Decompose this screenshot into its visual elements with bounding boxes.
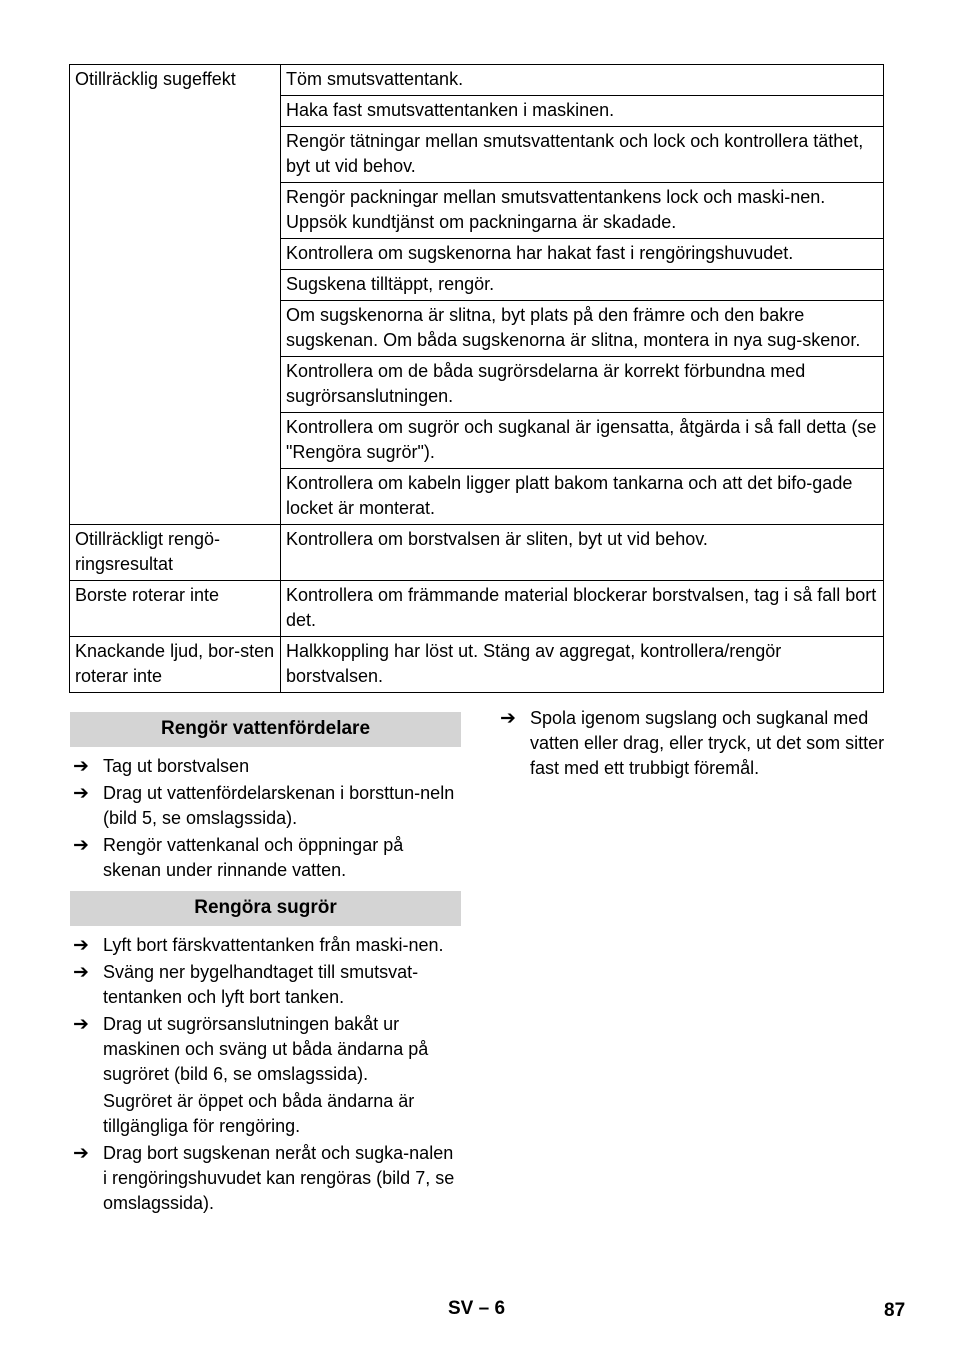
list-item: ➔ Lyft bort färskvattentanken från maski-nen. <box>73 935 444 956</box>
problem-cell: Otillräcklig sugeffekt <box>70 65 281 525</box>
problem-cell: Otillräckligt rengö-ringsresultat <box>70 525 281 581</box>
remedy-cell: Kontrollera om de båda sugrörsdelarna är korrekt förbundna med sugrörsanslutningen. <box>281 357 884 413</box>
remedy-cell: Kontrollera om kabeln ligger platt bakom tankarna och att det bifo-gade locket är monterat. <box>281 469 884 525</box>
remedy-cell: Sugskena tilltäppt, rengör. <box>281 270 884 301</box>
problem-cell: Borste roterar inte <box>70 581 281 637</box>
list-item: ➔ Spola igenom sugslang och sugkanal med vatten eller drag, eller tryck, ut det som sitter fast med ett trubbigt föremål. <box>500 708 885 778</box>
list-item: ➔ Drag ut sugrörsanslutningen bakåt ur maskinen och sväng ut båda ändarna på sugröret (bild 6, se omslagssida). <box>73 1014 429 1084</box>
remedy-cell: Om sugskenorna är slitna, byt plats på den främre och den bakre sugskenan. Om båda sugskenorna är slitna, montera in nya sug-skenor. <box>281 301 884 357</box>
arrow-right-icon: ➔ <box>73 835 89 856</box>
list-item: ➔ Drag bort sugskenan neråt och sugka-nalen i rengöringshuvudet kan rengöras (bild 7, se omslagssida). <box>73 1143 455 1213</box>
section-title-water-distributor: Rengör vattenfördelare <box>70 712 461 747</box>
left-column <box>70 712 461 1216</box>
remedy-cell: Halkkoppling har löst ut. Stäng av aggregat, kontrollera/rengör borstvalsen. <box>281 637 884 693</box>
step-list <box>497 706 887 781</box>
step-list <box>70 1141 461 1216</box>
remedy-cell: Kontrollera om främmande material blockerar borstvalsen, tag i så fall bort det. <box>281 581 884 637</box>
step-list <box>70 754 461 883</box>
arrow-right-icon: ➔ <box>500 708 516 729</box>
table-row <box>70 637 884 693</box>
arrow-right-icon: ➔ <box>73 783 89 804</box>
step-note: Sugröret är öppet och båda ändarna är tillgängliga för rengöring. <box>103 1091 415 1136</box>
arrow-right-icon: ➔ <box>73 1143 89 1164</box>
section-title-suction-pipe: Rengöra sugrör <box>70 891 461 926</box>
remedy-cell: Rengör packningar mellan smutsvattentankens lock och maski-nen. Uppsök kundtjänst om packningarna är skadade. <box>281 183 884 239</box>
remedy-cell: Kontrollera om sugrör och sugkanal är igensatta, åtgärda i så fall detta (se "Rengöra sugrör"). <box>281 413 884 469</box>
list-item: ➔ Sväng ner bygelhandtaget till smutsvat-tentanken och lyft bort tanken. <box>73 962 419 1007</box>
arrow-right-icon: ➔ <box>73 935 89 956</box>
remedy-cell: Haka fast smutsvattentanken i maskinen. <box>281 96 884 127</box>
step-list <box>70 933 461 1087</box>
footer-language-page: SV – 6 <box>448 1298 506 1319</box>
right-column <box>497 706 887 781</box>
table-row <box>70 525 884 581</box>
arrow-right-icon: ➔ <box>73 1014 89 1035</box>
list-item: ➔ Drag ut vattenfördelarskenan i borsttun-neln (bild 5, se omslagssida). <box>73 783 455 828</box>
arrow-right-icon: ➔ <box>73 756 89 777</box>
remedy-cell: Kontrollera om sugskenorna har hakat fast i rengöringshuvudet. <box>281 239 884 270</box>
list-item: ➔ Rengör vattenkanal och öppningar på skenan under rinnande vatten. <box>73 835 404 880</box>
arrow-right-icon: ➔ <box>73 962 89 983</box>
remedy-cell: Rengör tätningar mellan smutsvattentank och lock och kontrollera täthet, byt ut vid behov. <box>281 127 884 183</box>
troubleshooting-table <box>69 64 884 693</box>
table-row <box>70 581 884 637</box>
problem-cell: Knackande ljud, bor-sten roterar inte <box>70 637 281 693</box>
page-number: 87 <box>884 1300 906 1321</box>
remedy-cell: Kontrollera om borstvalsen är sliten, byt ut vid behov. <box>281 525 884 581</box>
list-item: ➔ Tag ut borstvalsen <box>73 756 250 777</box>
remedy-cell: Töm smutsvattentank. <box>281 65 884 96</box>
table-row <box>70 65 884 96</box>
